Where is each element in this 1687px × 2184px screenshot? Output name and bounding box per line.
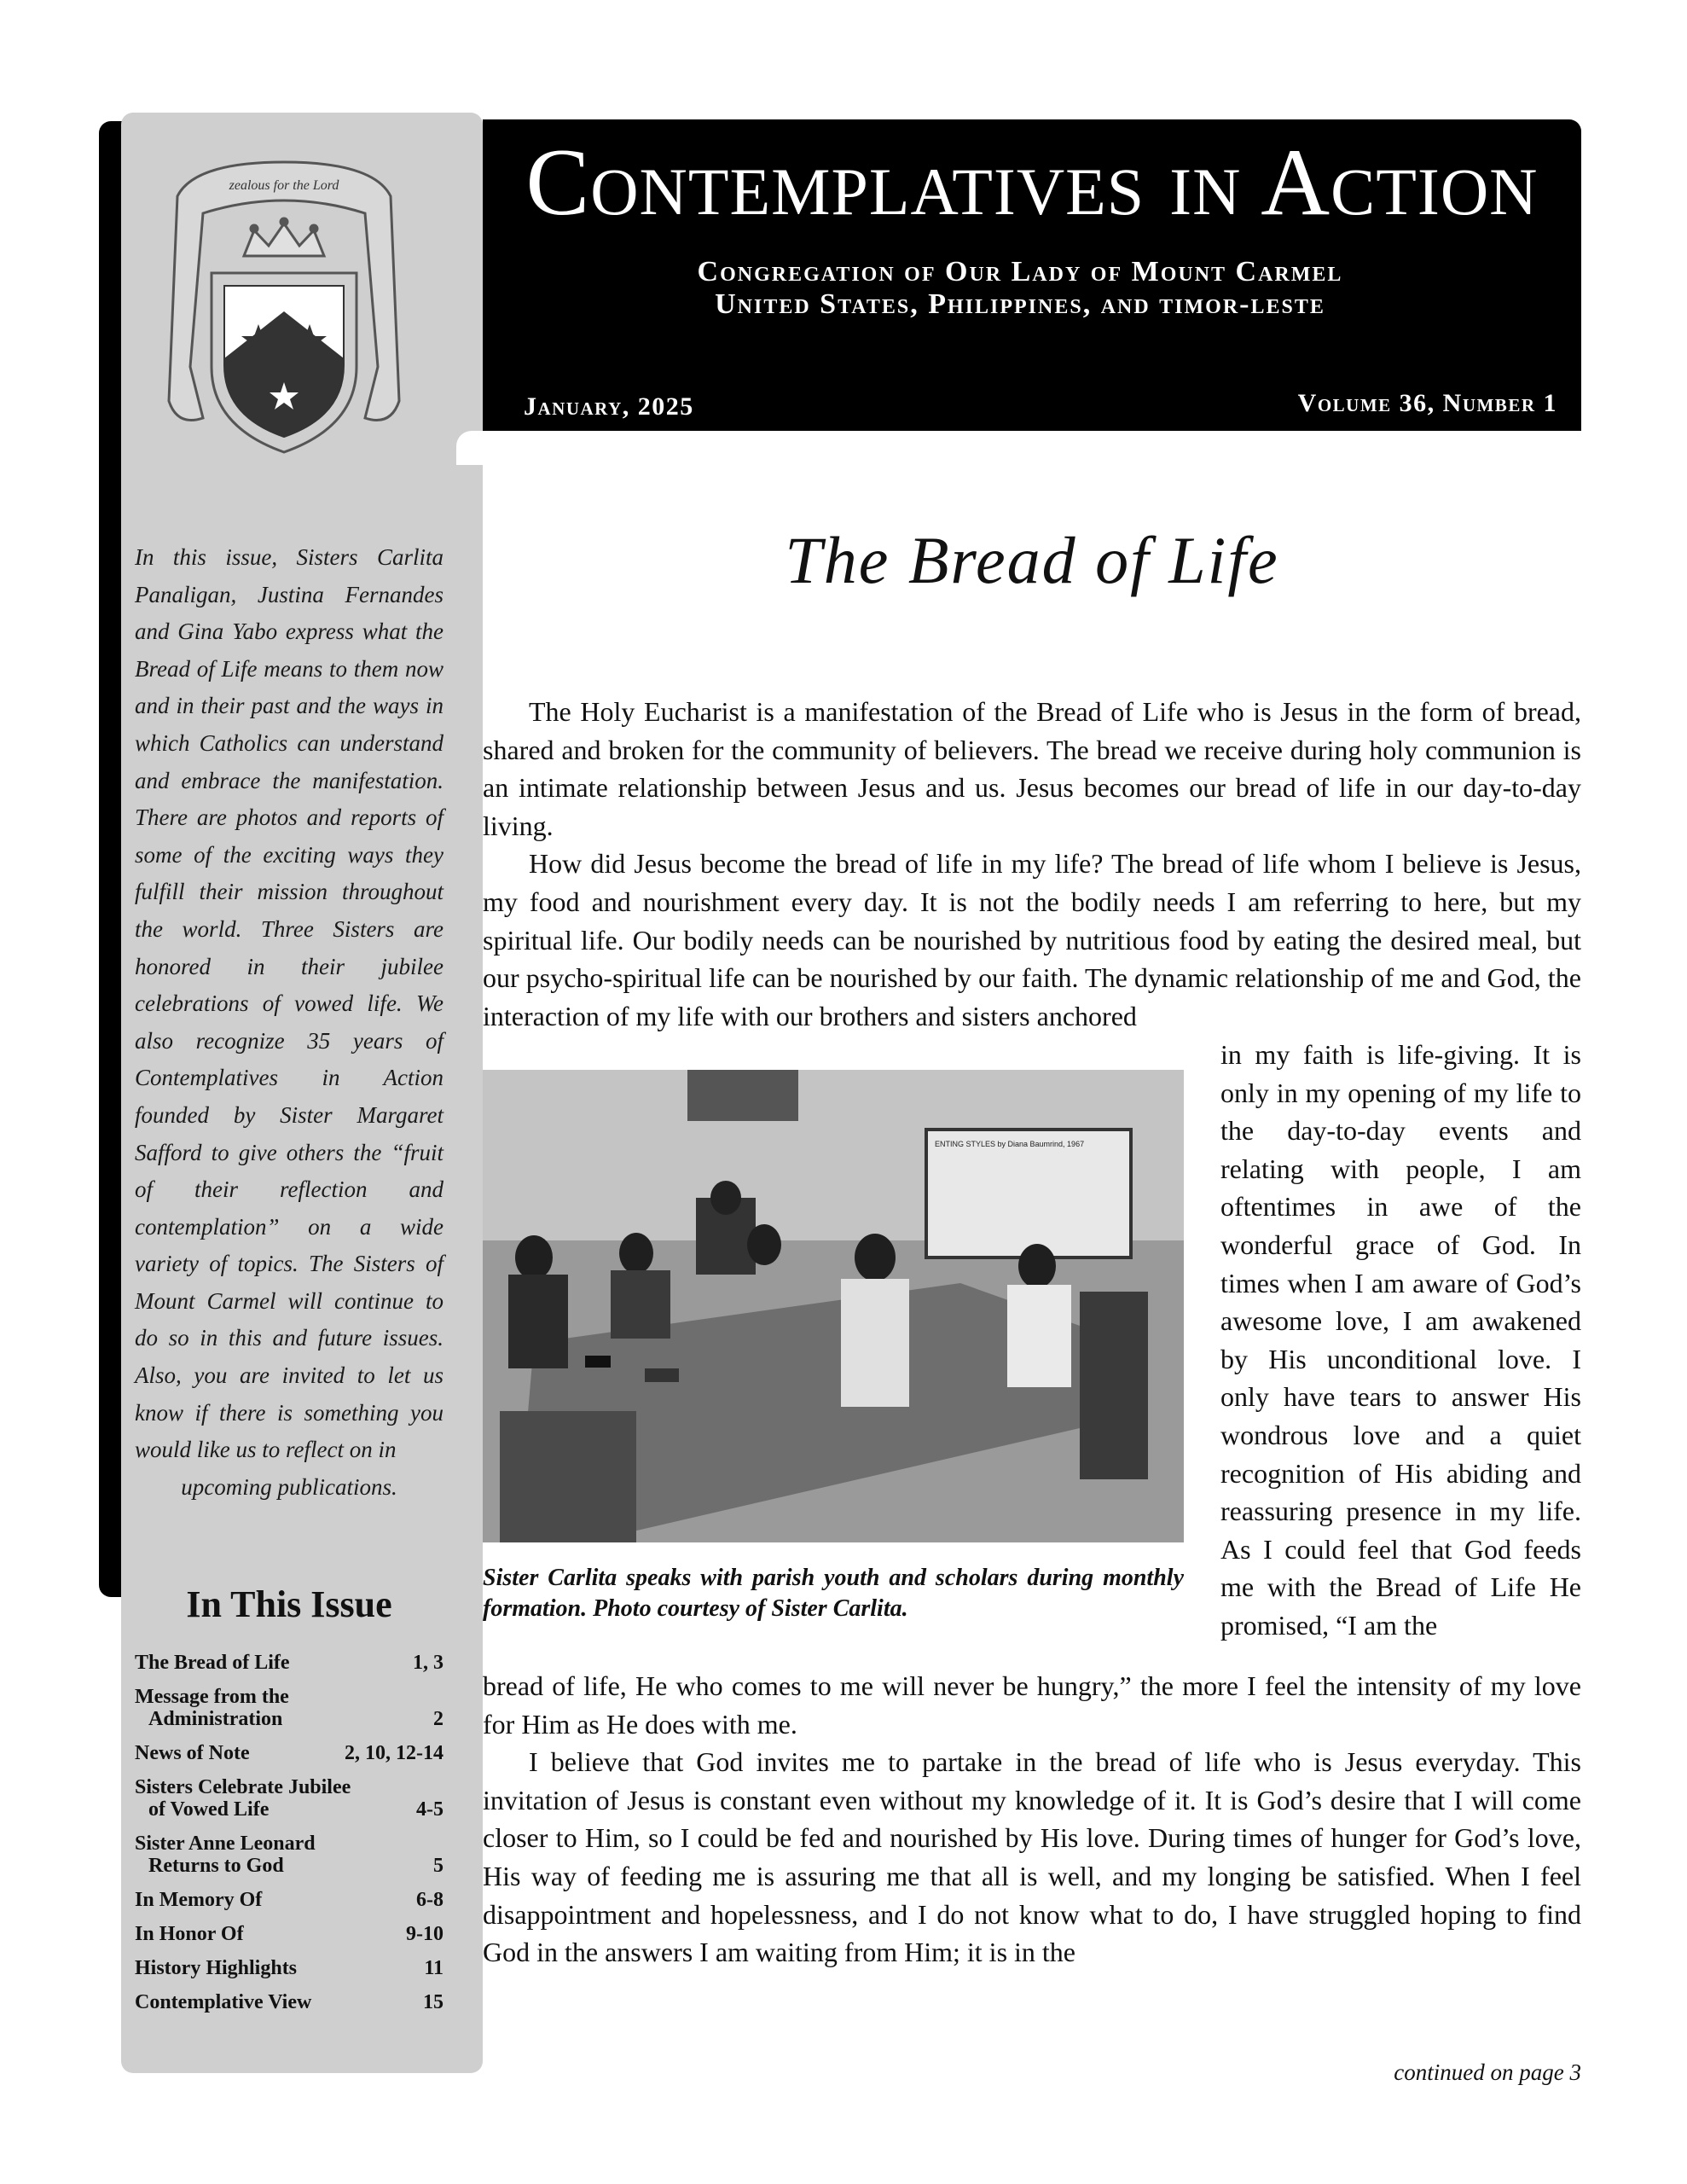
toc-entry-label — [135, 1991, 416, 2013]
toc-entry[interactable] — [135, 1957, 443, 1979]
toc-entry-label-line: History Highlights — [135, 1957, 298, 1979]
toc-entry-pages: 9-10 — [406, 1923, 443, 1945]
toc-entry[interactable] — [135, 1889, 443, 1911]
issue-intro-text: In this issue, Sisters Carlita Panaligan, Justina Fernandes and Gina Yabo express what the Bread of Life means to them now and in their past and the ways in which Catholics can understand and embrace the manifestation. There are photos and reports of some of the exciting ways they fulfill their mission throughout the world. Three Sisters are honored in their jubilee celebrations of vowed life. We also recognize 35 years of Contemplatives in Action founded by Sister Margaret Safford to give others the “fruit of their reflection and contemplation” on a wide variety of topics. The Sisters of Mount Carmel will continue to do so in this and future issues. Also, you are invited to let us know if there is something you would like us to reflect on in — [135, 544, 443, 1463]
toc-entry-pages: 4-5 — [416, 1798, 443, 1821]
toc-entry-pages: 2 — [433, 1708, 443, 1730]
toc-entry-label — [135, 1652, 406, 1674]
article-body-bottom — [483, 1667, 1581, 1972]
toc-entry-label-line: Message from the — [135, 1686, 289, 1708]
article-paragraph-continued: in my faith is life-giving. It is only in my opening of my life to the day-to-day events and relating with people, I am oftentimes in awe of the wonderful grace of God. In times when I am aware of God’s awesome love, I am awakened by His unconditional love. I only have tears to answer His wondrous love and a quiet recognition of His abiding and reassuring presence in my life. As I could feel that God feeds me with the Bread of Life He promised, “I am the — [1220, 1039, 1581, 1641]
toc-entry-label-line: In Honor Of — [135, 1923, 244, 1945]
toc-entry-label-line: The Bread of Life — [135, 1652, 290, 1674]
article-body-right — [1220, 1036, 1581, 1645]
toc-entry-label — [135, 1686, 426, 1730]
toc-entry-pages: 6-8 — [416, 1889, 443, 1911]
congregation-name: Congregation of Our Lady of Mount Carmel — [697, 256, 1343, 288]
toc-entry[interactable] — [135, 1686, 443, 1730]
toc-entry-label — [135, 1776, 409, 1821]
toc-entry-pages: 1, 3 — [413, 1652, 443, 1674]
toc-entry[interactable] — [135, 1742, 443, 1764]
toc-entry[interactable] — [135, 1923, 443, 1945]
issue-intro-last-line: upcoming publications. — [181, 1473, 397, 1500]
toc-entry-label-line: In Memory Of — [135, 1889, 263, 1911]
toc-entry-label — [135, 1923, 399, 1945]
crest-motto-top: zealous for the Lord — [229, 178, 339, 193]
formation-photo — [483, 1070, 1184, 1542]
toc-entry[interactable] — [135, 1833, 443, 1877]
toc-entry-label-line: Contemplative View — [135, 1991, 312, 2013]
issue-date: January, 2025 — [524, 392, 694, 421]
masthead — [483, 119, 1581, 431]
article-paragraph: How did Jesus become the bread of life in my life? The bread of life whom I believe is Jesus, my food and nourishment every day. It is not the bodily needs I am referring to here, but my spiritual life. Our bodily needs can be nourished by nutritious food by eating the desired meal, but our psycho-spiritual life can be nourished by our faith. The dynamic relationship of me and God, the interaction of my life with our brothers and sisters anchored — [483, 848, 1581, 1031]
toc-entry-label-line: Administration — [148, 1708, 283, 1730]
newsletter-title: Contemplatives in Action — [525, 130, 1539, 235]
article-body-top — [483, 693, 1581, 1035]
main-panel-corner — [456, 431, 507, 465]
toc-entry-pages: 5 — [433, 1855, 443, 1877]
carmelite-crest-icon — [143, 145, 425, 469]
photo-caption: Sister Carlita speaks with parish youth and scholars during monthly formation. Photo courtesy of Sister Carlita. — [483, 1565, 1184, 1622]
toc-entry-label — [135, 1889, 409, 1911]
article-paragraph-continued: bread of life, He who comes to me will never be hungry,” the more I feel the intensity of my love for Him as He does with me. — [483, 1670, 1581, 1740]
issue-volume: Volume 36, Number 1 — [1297, 389, 1557, 417]
toc-entry-label-line: Sister Anne Leonard — [135, 1833, 316, 1855]
toc-entry[interactable] — [135, 1776, 443, 1821]
article-paragraph: The Holy Eucharist is a manifestation of the Bread of Life who is Jesus in the form of bread, shared and broken for the community of believers. The bread we receive during holy communion is an intimate relationship between Jesus and us. Jesus becomes our bread of life in our day-to-day living. — [483, 696, 1581, 841]
article-title: The Bread of Life — [785, 523, 1279, 597]
table-of-contents — [135, 1652, 443, 2025]
toc-entry[interactable] — [135, 1991, 443, 2013]
toc-entry-label — [135, 1742, 338, 1764]
article-paragraph: I believe that God invites me to partake in the bread of life who is Jesus everyday. This invitation of Jesus is constant even without my knowledge of it. It is God’s desire that I will come closer to Him, so I could be fed and nourished by His love. During times of hunger for God’s love, His way of feeding me is assuring me that all is well, and my longing be satisfied. When I feel disappointment and hopelessness, and I do not know what to do, I have struggled hoping to find God in the answers I am waiting from Him; it is in the — [483, 1746, 1581, 1968]
toc-entry-label — [135, 1833, 426, 1877]
toc-entry-label-line: News of Note — [135, 1742, 250, 1764]
toc-entry-label-line: Returns to God — [148, 1855, 284, 1877]
toc-title: In This Issue — [186, 1583, 392, 1625]
toc-entry-pages: 2, 10, 12-14 — [345, 1742, 443, 1764]
photo-screen-text: ENTING STYLES by Diana Baumrind, 1967 — [935, 1140, 1085, 1148]
issue-intro — [135, 539, 443, 1506]
toc-entry-pages: 15 — [423, 1991, 443, 2013]
toc-entry[interactable] — [135, 1652, 443, 1674]
congregation-regions: United States, Philippines, and timor-leste — [715, 288, 1325, 320]
toc-entry-label-line: of Vowed Life — [148, 1798, 270, 1821]
continued-note: continued on page 3 — [1394, 2059, 1581, 2085]
toc-entry-label-line: Sisters Celebrate Jubilee — [135, 1776, 351, 1798]
toc-entry-label — [135, 1957, 417, 1979]
toc-entry-pages: 11 — [424, 1957, 443, 1979]
